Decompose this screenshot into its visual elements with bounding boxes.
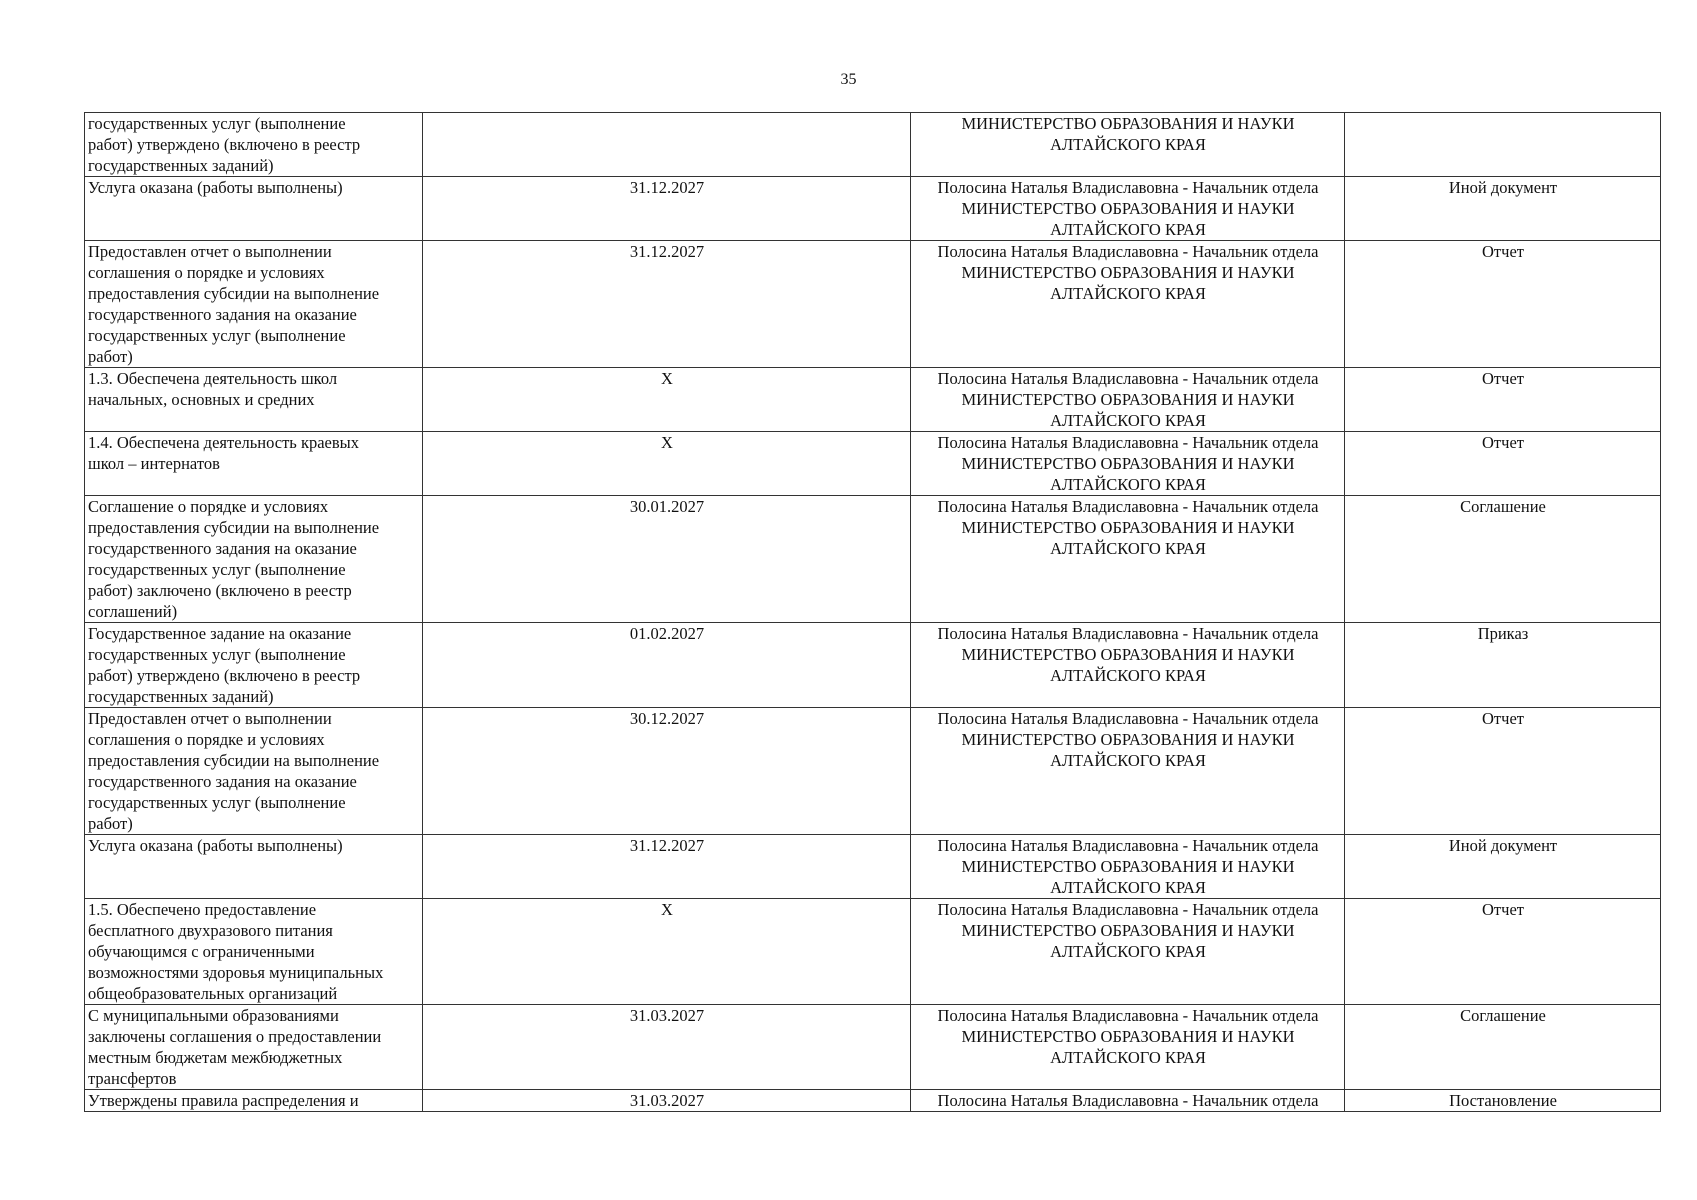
responsible-line: МИНИСТЕРСТВО ОБРАЗОВАНИЯ И НАУКИ <box>961 645 1295 664</box>
responsible-line: Полосина Наталья Владиславовна - Начальник отдела <box>937 1006 1319 1025</box>
event-name-line: государственных заданий) <box>88 687 274 706</box>
responsible-line: Полосина Наталья Владиславовна - Начальник отдела <box>937 624 1319 643</box>
responsible-line: Полосина Наталья Владиславовна - Начальник отдела <box>937 369 1319 388</box>
cell-responsible <box>911 496 1345 623</box>
event-name-line: государственного задания на оказание <box>88 539 357 558</box>
cell-event-name <box>85 899 423 1005</box>
date-value: 31.12.2027 <box>629 242 705 261</box>
event-name-line: предоставления субсидии на выполнение <box>88 284 380 303</box>
event-name-line: С муниципальными образованиями <box>88 1006 339 1025</box>
cell-event-name <box>85 708 423 835</box>
date-value: 30.01.2027 <box>629 497 705 516</box>
table-row <box>85 368 1661 432</box>
responsible-line: МИНИСТЕРСТВО ОБРАЗОВАНИЯ И НАУКИ <box>961 857 1295 876</box>
event-name-line: соглашения о порядке и условиях <box>88 263 325 282</box>
cell-date <box>423 1005 911 1090</box>
event-name-line: государственных услуг (выполнение <box>88 114 346 133</box>
responsible-line: АЛТАЙСКОГО КРАЯ <box>1050 666 1206 685</box>
responsible-line: МИНИСТЕРСТВО ОБРАЗОВАНИЯ И НАУКИ <box>961 199 1295 218</box>
cell-responsible <box>911 1005 1345 1090</box>
cell-responsible <box>911 1090 1345 1112</box>
document-type-value: Соглашение <box>1460 497 1546 516</box>
cell-event-name <box>85 177 423 241</box>
event-name-line: Предоставлен отчет о выполнении <box>88 709 332 728</box>
event-name-line: трансфертов <box>88 1069 177 1088</box>
event-name-line: работ) утверждено (включено в реестр <box>88 135 361 154</box>
cell-event-name <box>85 241 423 368</box>
event-name-line: возможностями здоровья муниципальных <box>88 963 384 982</box>
responsible-line: Полосина Наталья Владиславовна - Начальник отдела <box>937 836 1319 855</box>
event-name-line: государственного задания на оказание <box>88 305 357 324</box>
responsible-line: Полосина Наталья Владиславовна - Начальник отдела <box>937 433 1319 452</box>
document-type-value: Иной документ <box>1448 836 1558 855</box>
responsible-line: МИНИСТЕРСТВО ОБРАЗОВАНИЯ И НАУКИ <box>961 390 1295 409</box>
cell-event-name <box>85 496 423 623</box>
cell-responsible <box>911 623 1345 708</box>
cell-responsible <box>911 241 1345 368</box>
responsible-line: АЛТАЙСКОГО КРАЯ <box>1050 135 1206 154</box>
cell-document-type <box>1345 177 1661 241</box>
event-name-line: государственных заданий) <box>88 156 274 175</box>
event-name-line: предоставления субсидии на выполнение <box>88 518 380 537</box>
cell-document-type <box>1345 113 1661 177</box>
cell-document-type <box>1345 496 1661 623</box>
event-name-line: предоставления субсидии на выполнение <box>88 751 380 770</box>
event-name-line: школ – интернатов <box>88 454 220 473</box>
responsible-line: МИНИСТЕРСТВО ОБРАЗОВАНИЯ И НАУКИ <box>961 730 1295 749</box>
document-type-value: Отчет <box>1482 709 1524 728</box>
responsible-line: МИНИСТЕРСТВО ОБРАЗОВАНИЯ И НАУКИ <box>961 263 1295 282</box>
table-row <box>85 835 1661 899</box>
responsible-line: АЛТАЙСКОГО КРАЯ <box>1050 539 1206 558</box>
table-row <box>85 177 1661 241</box>
event-name-line: начальных, основных и средних <box>88 390 315 409</box>
table-row <box>85 496 1661 623</box>
document-type-value: Приказ <box>1477 624 1529 643</box>
responsible-line: АЛТАЙСКОГО КРАЯ <box>1050 942 1206 961</box>
date-value: 31.12.2027 <box>629 836 705 855</box>
table-row <box>85 1005 1661 1090</box>
cell-event-name <box>85 623 423 708</box>
cell-responsible <box>911 177 1345 241</box>
cell-document-type <box>1345 1005 1661 1090</box>
table-row <box>85 899 1661 1005</box>
date-value: X <box>661 900 673 919</box>
date-value: 01.02.2027 <box>629 624 705 643</box>
cell-responsible <box>911 368 1345 432</box>
responsible-line: АЛТАЙСКОГО КРАЯ <box>1050 1048 1206 1067</box>
event-name-line: 1.4. Обеспечена деятельность краевых <box>88 433 359 452</box>
responsible-line: МИНИСТЕРСТВО ОБРАЗОВАНИЯ И НАУКИ <box>961 454 1295 473</box>
event-name-line: работ) <box>88 814 133 833</box>
page-number: 35 <box>840 71 857 88</box>
cell-date <box>423 496 911 623</box>
event-name-line: местным бюджетам межбюджетных <box>88 1048 343 1067</box>
date-value: 30.12.2027 <box>629 709 705 728</box>
event-name-line: обучающимся с ограниченными <box>88 942 315 961</box>
responsible-line: АЛТАЙСКОГО КРАЯ <box>1050 284 1206 303</box>
cell-date <box>423 1090 911 1112</box>
cell-document-type <box>1345 368 1661 432</box>
responsible-line: АЛТАЙСКОГО КРАЯ <box>1050 878 1206 897</box>
control-points-table <box>84 112 1661 1112</box>
cell-event-name <box>85 1090 423 1112</box>
event-name-line: общеобразовательных организаций <box>88 984 338 1003</box>
cell-date <box>423 708 911 835</box>
cell-document-type <box>1345 1090 1661 1112</box>
table-row <box>85 113 1661 177</box>
event-name-line: работ) <box>88 347 133 366</box>
cell-date <box>423 623 911 708</box>
cell-date <box>423 113 911 177</box>
responsible-line: АЛТАЙСКОГО КРАЯ <box>1050 475 1206 494</box>
cell-responsible <box>911 432 1345 496</box>
cell-document-type <box>1345 708 1661 835</box>
responsible-line: АЛТАЙСКОГО КРАЯ <box>1050 411 1206 430</box>
responsible-line: Полосина Наталья Владиславовна - Начальник отдела <box>937 497 1319 516</box>
event-name-line: 1.3. Обеспечена деятельность школ <box>88 369 338 388</box>
responsible-line: Полосина Наталья Владиславовна - Начальник отдела <box>937 178 1319 197</box>
table-row <box>85 623 1661 708</box>
event-name-line: бесплатного двухразового питания <box>88 921 333 940</box>
event-name-line: заключены соглашения о предоставлении <box>88 1027 382 1046</box>
cell-responsible <box>911 899 1345 1005</box>
event-name-line: 1.5. Обеспечено предоставление <box>88 900 317 919</box>
cell-document-type <box>1345 241 1661 368</box>
event-name-line: соглашений) <box>88 602 178 621</box>
cell-responsible <box>911 113 1345 177</box>
cell-responsible <box>911 708 1345 835</box>
event-name-line: Услуга оказана (работы выполнены) <box>88 836 343 855</box>
cell-event-name <box>85 1005 423 1090</box>
document-type-value: Иной документ <box>1448 178 1558 197</box>
cell-date <box>423 432 911 496</box>
responsible-line: АЛТАЙСКОГО КРАЯ <box>1050 220 1206 239</box>
date-value: 31.03.2027 <box>629 1091 705 1110</box>
event-name-line: государственных услуг (выполнение <box>88 326 346 345</box>
responsible-line: АЛТАЙСКОГО КРАЯ <box>1050 751 1206 770</box>
responsible-line: МИНИСТЕРСТВО ОБРАЗОВАНИЯ И НАУКИ <box>961 1027 1295 1046</box>
date-value: 31.03.2027 <box>629 1006 705 1025</box>
cell-date <box>423 835 911 899</box>
table-body <box>85 113 1661 1112</box>
table-row <box>85 708 1661 835</box>
table-row <box>85 432 1661 496</box>
event-name-line: государственных услуг (выполнение <box>88 560 346 579</box>
cell-event-name <box>85 432 423 496</box>
cell-event-name <box>85 835 423 899</box>
date-value: X <box>661 433 673 452</box>
document-type-value: Отчет <box>1482 369 1524 388</box>
responsible-line: Полосина Наталья Владиславовна - Начальник отдела <box>937 242 1319 261</box>
cell-date <box>423 368 911 432</box>
cell-document-type <box>1345 835 1661 899</box>
document-type-value: Отчет <box>1482 242 1524 261</box>
responsible-line: МИНИСТЕРСТВО ОБРАЗОВАНИЯ И НАУКИ <box>961 518 1295 537</box>
cell-document-type <box>1345 899 1661 1005</box>
event-name-line: работ) утверждено (включено в реестр <box>88 666 361 685</box>
table-row <box>85 241 1661 368</box>
cell-date <box>423 899 911 1005</box>
responsible-line: Полосина Наталья Владиславовна - Начальник отдела <box>937 709 1319 728</box>
event-name-line: государственного задания на оказание <box>88 772 357 791</box>
responsible-line: Полосина Наталья Владиславовна - Начальник отдела <box>937 900 1319 919</box>
responsible-line: Полосина Наталья Владиславовна - Начальник отдела <box>937 1091 1319 1110</box>
document-type-value: Отчет <box>1482 900 1524 919</box>
document-type-value: Соглашение <box>1460 1006 1546 1025</box>
cell-date <box>423 241 911 368</box>
responsible-line: МИНИСТЕРСТВО ОБРАЗОВАНИЯ И НАУКИ <box>961 921 1295 940</box>
responsible-line: МИНИСТЕРСТВО ОБРАЗОВАНИЯ И НАУКИ <box>961 114 1295 133</box>
event-name-line: Предоставлен отчет о выполнении <box>88 242 332 261</box>
event-name-line: работ) заключено (включено в реестр <box>88 581 352 600</box>
event-name-line: Соглашение о порядке и условиях <box>88 497 329 516</box>
cell-event-name <box>85 368 423 432</box>
cell-event-name <box>85 113 423 177</box>
event-name-line: Государственное задание на оказание <box>88 624 352 643</box>
event-name-line: соглашения о порядке и условиях <box>88 730 325 749</box>
event-name-line: Услуга оказана (работы выполнены) <box>88 178 343 197</box>
event-name-line: государственных услуг (выполнение <box>88 645 346 664</box>
cell-date <box>423 177 911 241</box>
event-name-line: Утверждены правила распределения и <box>88 1091 359 1110</box>
document-type-value: Отчет <box>1482 433 1524 452</box>
date-value: X <box>661 369 673 388</box>
cell-responsible <box>911 835 1345 899</box>
document-type-value: Постановление <box>1449 1091 1557 1110</box>
event-name-line: государственных услуг (выполнение <box>88 793 346 812</box>
cell-document-type <box>1345 623 1661 708</box>
date-value: 31.12.2027 <box>629 178 705 197</box>
table-row <box>85 1090 1661 1112</box>
cell-document-type <box>1345 432 1661 496</box>
